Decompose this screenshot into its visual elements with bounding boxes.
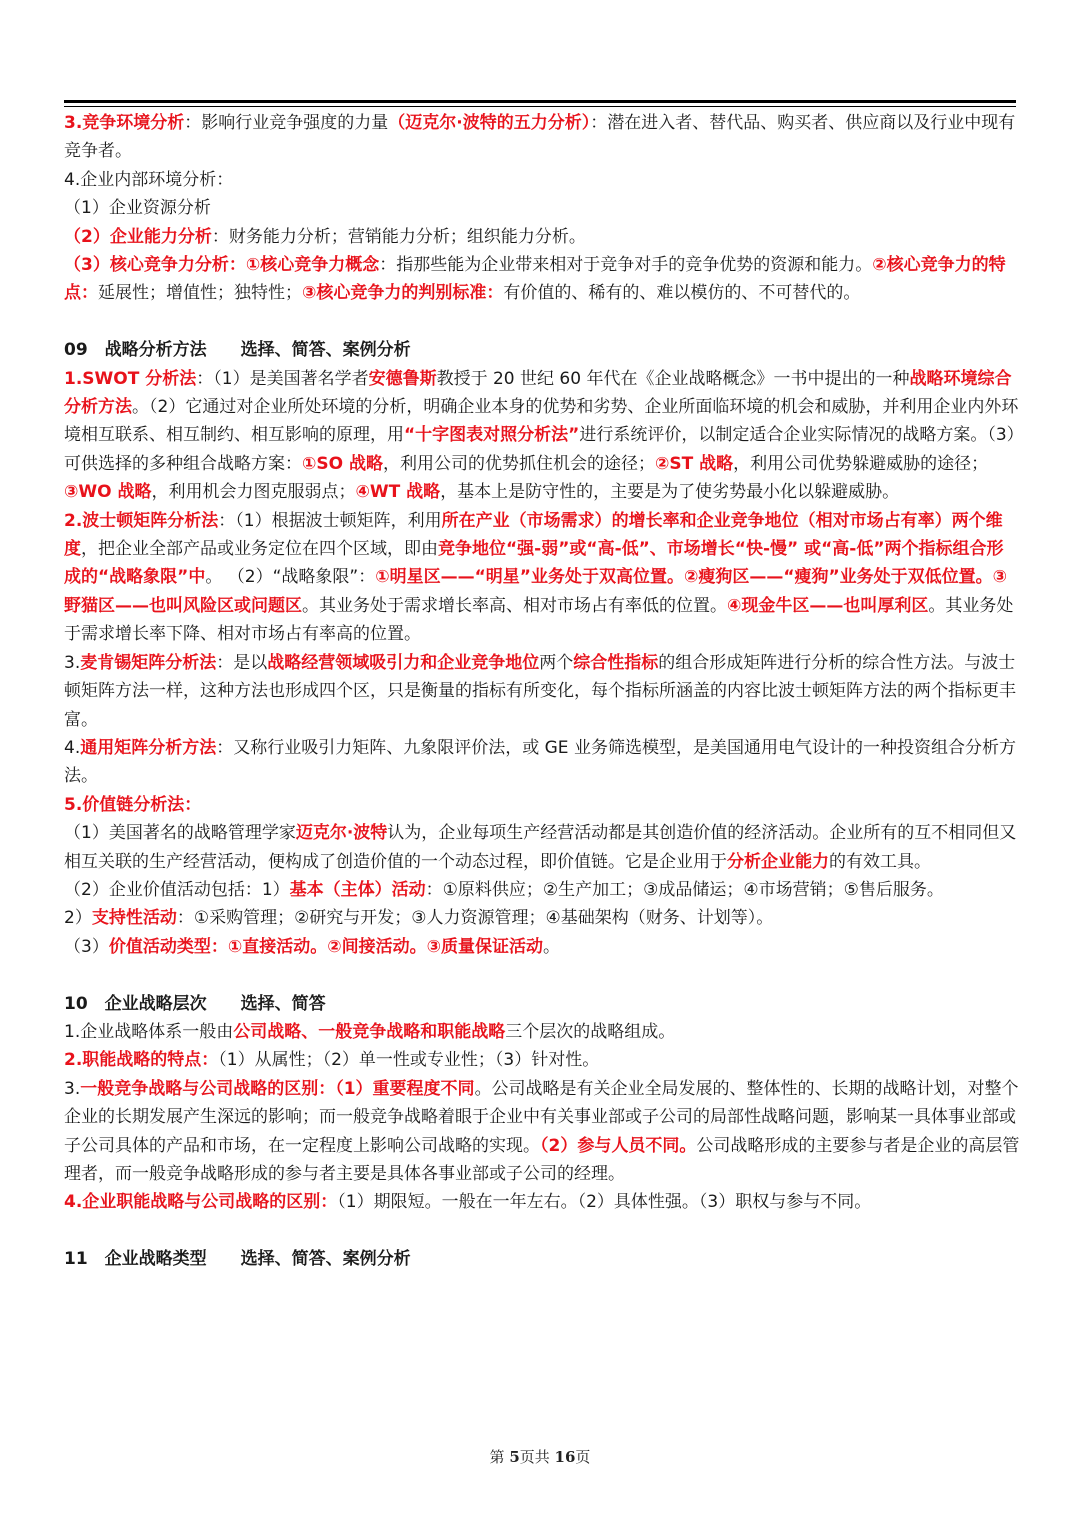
ge-matrix-paragraph: 4.通用矩阵分析方法：又称行业吸引力矩阵、九象限评价法，或 GE 业务筛选模型，是美国通用电气设计的一种投资组合分析方法。: [64, 737, 1016, 787]
core-competence-analysis: （3）核心竞争力分析：①核心竞争力概念：指那些能为企业带来相对于竞争对手的竞争优势的资源和能力。②核心竞争力的特点：延展性；增值性；独特性；③核心竞争力的判别标准：有价值的、稀有的、难以模仿的、不可替代的。: [64, 255, 1006, 304]
strategy-levels-p1: 1.企业战略体系一般由公司战略、一般竞争战略和职能战略三个层次的战略组成。: [64, 1021, 676, 1042]
page-body: [64, 109, 1020, 1274]
strategy-levels-p2: 2.职能战略的特点：（1）从属性；（2）单一性或专业性；（3）针对性。: [64, 1050, 600, 1071]
page-number: 5: [509, 1448, 520, 1466]
resource-analysis: （1）企业资源分析: [64, 198, 211, 219]
section-heading-11: 11 企业战略类型 选择、简答、案例分析: [64, 1249, 411, 1270]
header-rule-thick: [64, 100, 1016, 103]
spacer: [64, 308, 1020, 336]
swot-paragraph: 1.SWOT 分析法：（1）是美国著名学者安德鲁斯教授于 20 世纪 60 年代在《企业战略概念》一书中提出的一种战略环境综合分析方法。（2）它通过对企业所处环境的分析，明确企业本身的优势和劣势、企业所面临环境的机会和威胁，并利用企业内外环境相互联系、相互制约、相互影响的原理，用“十字图表对照分析法”进行系统评价，以制定适合企业实际情况的战略方案。（3）可供选择的多种组合战略方案：①SO 战略，利用公司的优势抓住机会的途径；②ST 战略，利用公司优势躲避威胁的途径；③WO 战略，利用机会力图克服弱点；④WT 战略，基本上是防守性的，主要是为了使劣势最小化以躲避威胁。: [64, 368, 1019, 503]
value-chain-p2: （2）企业价值活动包括：1）基本（主体）活动：①原料供应；②生产加工；③成品储运；④市场营销；⑤售后服务。: [64, 879, 944, 900]
competition-analysis: 3.竞争环境分析：影响行业竞争强度的力量（迈克尔·波特的五力分析）：潜在进入者、替代品、购买者、供应商以及行业中现有竞争者。: [64, 113, 1016, 162]
header-rule-thin: [64, 106, 1016, 107]
bcg-paragraph: 2.波士顿矩阵分析法：（1）根据波士顿矩阵，利用所在产业（市场需求）的增长率和企业竞争地位（相对市场占有率）两个维度，把企业全部产品或业务定位在四个区域，即由竞争地位“强-弱”或“高-低”、市场增长“快-慢” 或“高-低”两个指标组合形成的“战略象限”中。 （2）“战略象限”：①明星区——“明星”业务处于双高位置。②瘦狗区——“瘦狗”业务处于双低位置。③野猫区——也叫风险区或问题区。其业务处于需求增长率高、相对市场占有率低的位置。④现金牛区——也叫厚利区。其业务处于需求增长率下降、相对市场占有率高的位置。: [64, 510, 1014, 645]
value-chain-p1: （1）美国著名的战略管理学家迈克尔·波特认为，企业每项生产经营活动都是其创造价值的经济活动。企业所有的互不相同但又相互关联的生产经营活动，便构成了创造价值的一个动态过程，即价值链。它是企业用于分析企业能力的有效工具。: [64, 823, 1017, 872]
section-heading-10: 10 企业战略层次 选择、简答: [64, 993, 326, 1014]
spacer: [64, 1217, 1020, 1245]
mckinsey-paragraph: 3.麦肯锡矩阵分析法：是以战略经营领域吸引力和企业竞争地位两个综合性指标的组合形成矩阵进行分析的综合性方法。与波士顿矩阵方法一样，这种方法也形成四个区，只是衡量的指标有所变化，每个指标所涵盖的内容比波士顿矩阵方法的两个指标更丰富。: [64, 652, 1016, 730]
page-footer: 第 5页共 16页: [489, 1448, 591, 1466]
value-chain-p4: （3）价值活动类型：①直接活动。②间接活动。③质量保证活动。: [64, 936, 561, 957]
value-chain-title: 5.价值链分析法：: [64, 794, 202, 815]
strategy-levels-p4: 4.企业职能战略与公司战略的区别：（1）期限短。一般在一年左右。（2）具体性强。（3）职权与参与不同。: [64, 1192, 872, 1213]
strategy-levels-p3: 3.一般竞争战略与公司战略的区别：（1）重要程度不同。公司战略是有关企业全局发展的、整体性的、长期的战略计划，对整个企业的长期发展产生深远的影响；而一般竞争战略着眼于企业中有关事业部或子公司的局部性战略问题，影响某一具体事业部或子公司具体的产品和市场，在一定程度上影响公司战略的实现。（2）参与人员不同。公司战略形成的主要参与者是企业的高层管理者，而一般竞争战略形成的参与者主要是具体各事业部或子公司的经理。: [64, 1078, 1020, 1184]
page-total: 16: [554, 1448, 576, 1466]
section-heading-09: 09 战略分析方法 选择、简答、案例分析: [64, 340, 411, 361]
spacer: [64, 961, 1020, 989]
value-chain-p3: 2）支持性活动：①采购管理；②研究与开发；③人力资源管理；④基础架构（财务、计划等）。: [64, 908, 774, 929]
internal-analysis-title: 4.企业内部环境分析：: [64, 169, 234, 190]
capability-analysis: （2）企业能力分析：财务能力分析；营销能力分析；组织能力分析。: [64, 226, 586, 247]
